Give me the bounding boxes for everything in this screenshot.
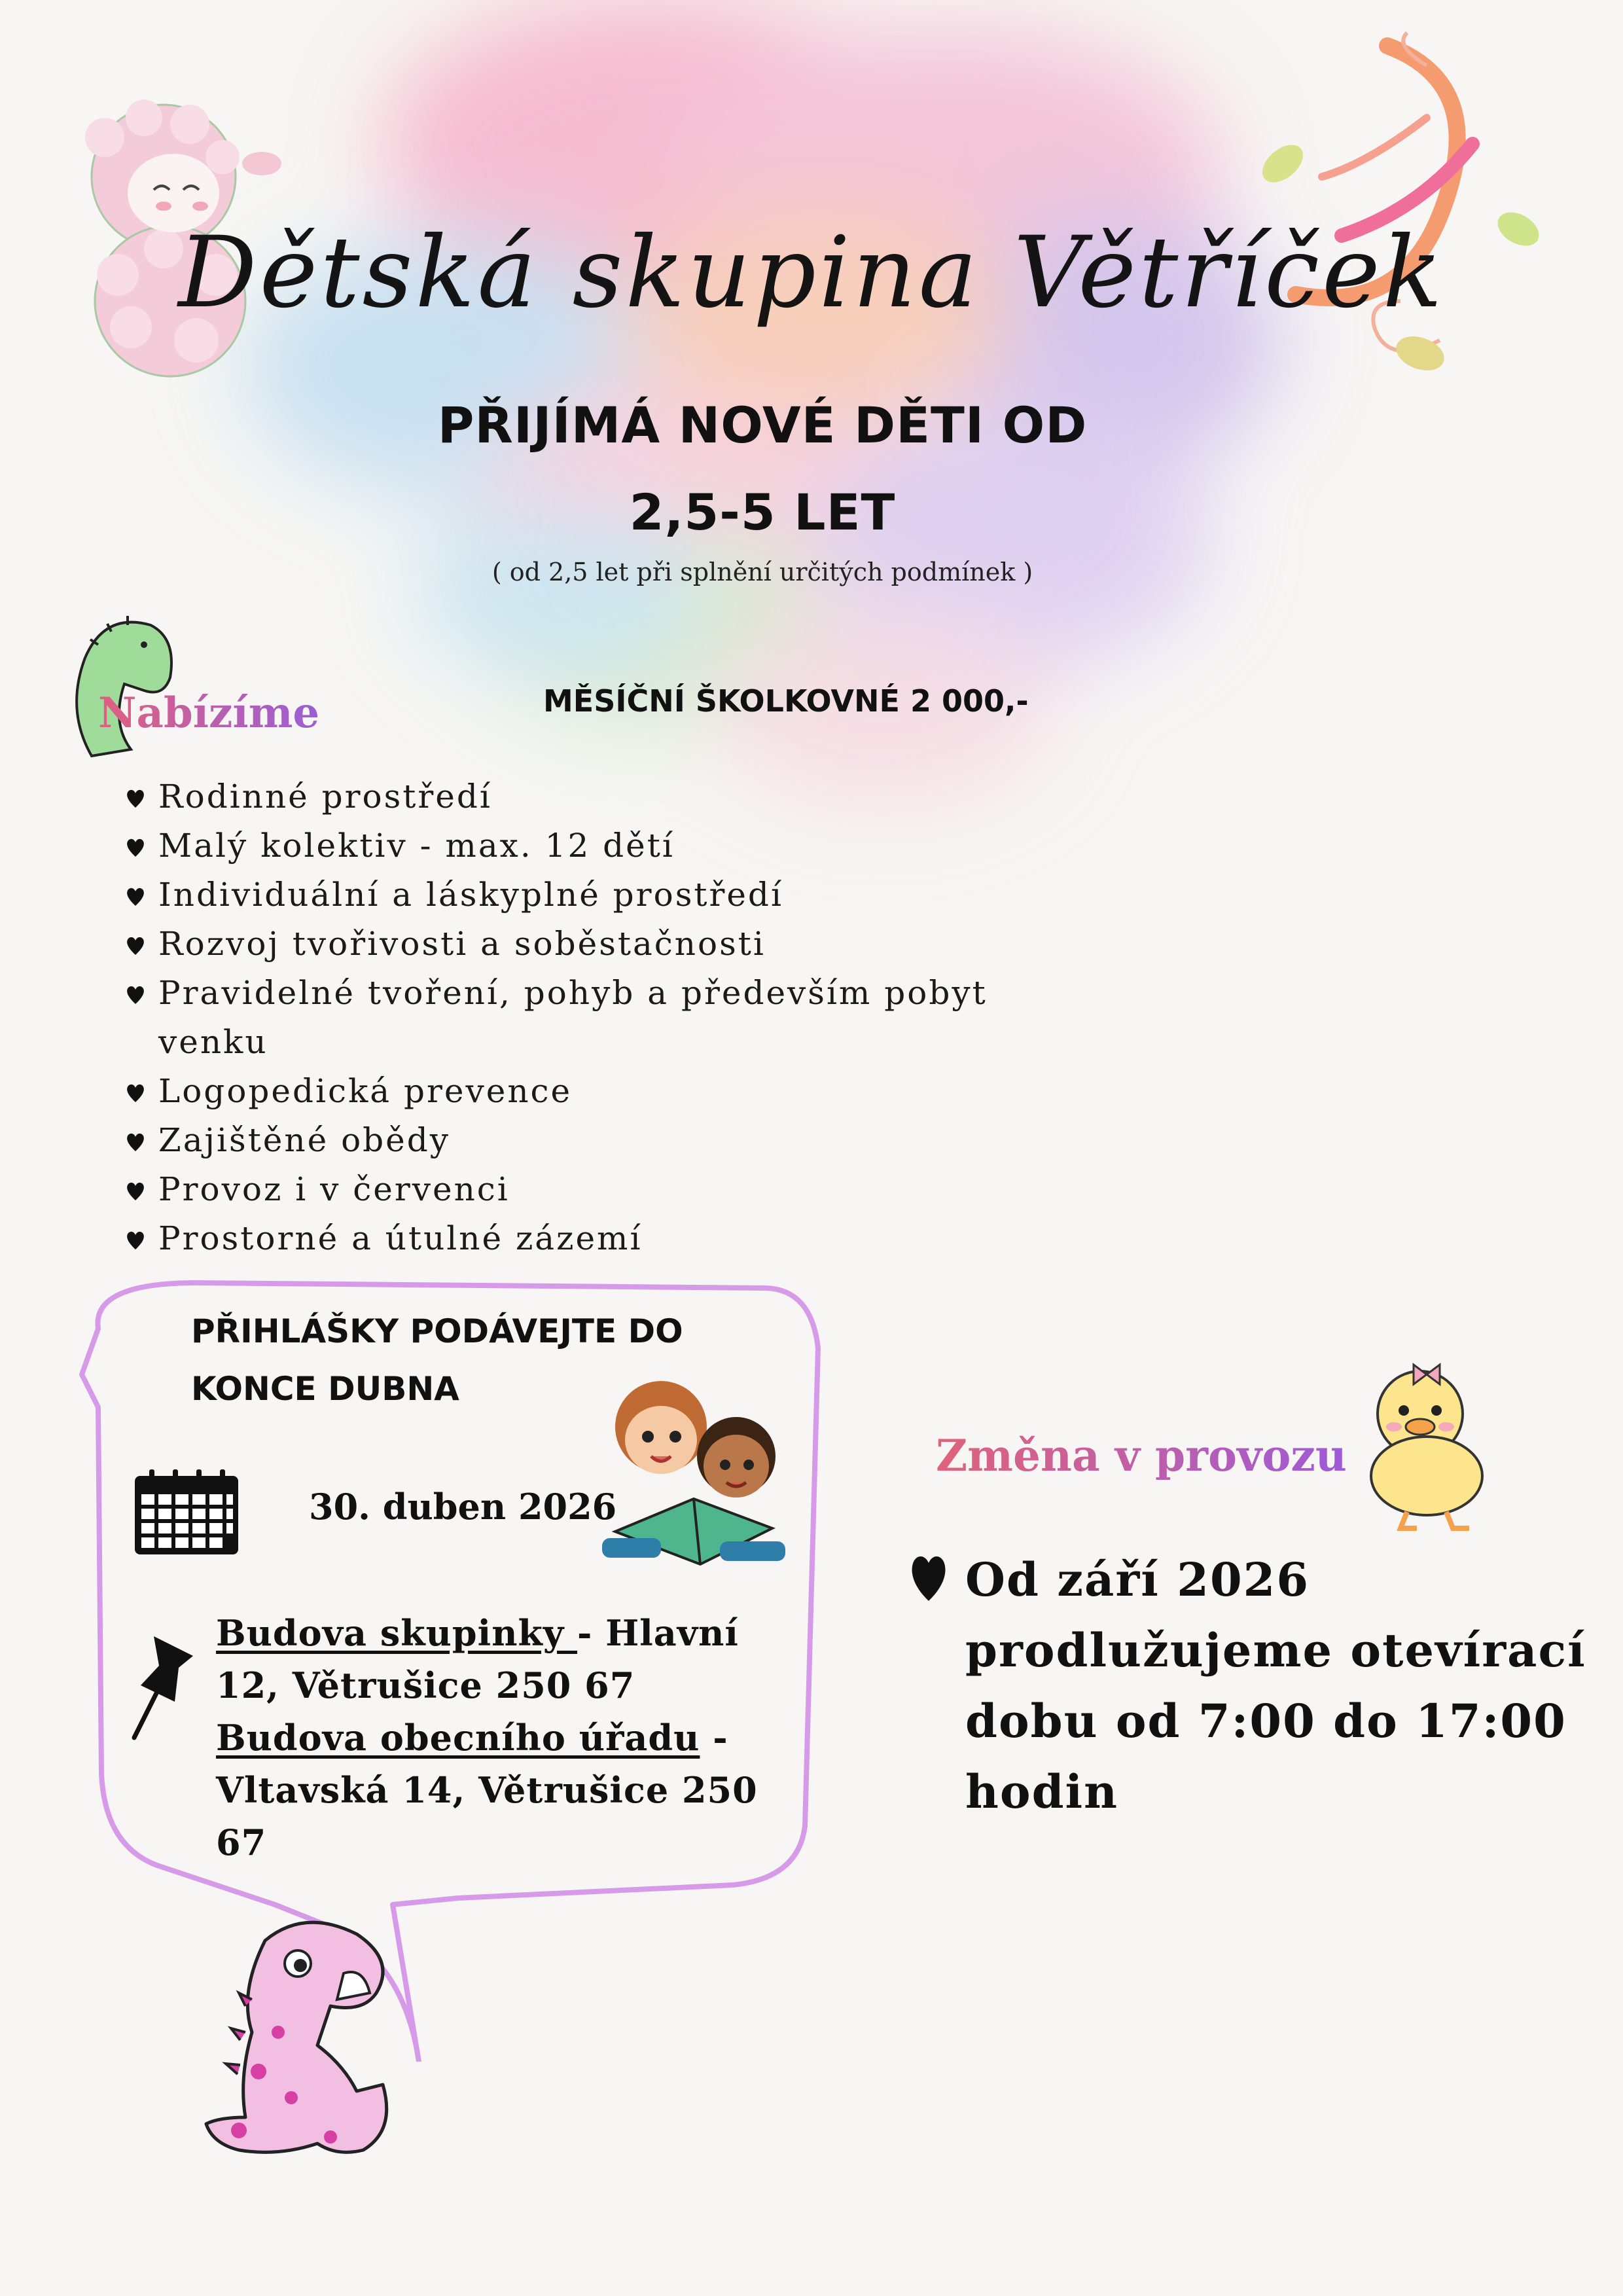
subtitle-line-1: PŘIJÍMÁ NOVÉ DĚTI OD [437, 396, 1088, 454]
dinosaur-pink-illustration [193, 1901, 429, 2176]
benefits-list [124, 772, 1041, 1263]
list-item: Pravidelné tvoření, pohyb a především pobyt venku [124, 969, 1041, 1067]
kids-reading-illustration [589, 1368, 798, 1577]
subtitle-line-2: 2,5-5 LET [629, 483, 896, 541]
address-1-text: - Hlavní 12, Větrušice 250 67 [216, 1612, 739, 1706]
list-item: Malý kolektiv - max. 12 dětí [124, 821, 1041, 870]
change-text: Od září 2026 prodlužujeme otevírací dobu od 7:00 do 17:00 hodin [965, 1552, 1586, 1819]
monthly-fee: MĚSÍČNÍ ŠKOLKOVNÉ 2 000,- [543, 683, 1029, 719]
address-2-label: Budova obecního úřadu [216, 1717, 700, 1759]
duck-illustration [1355, 1361, 1492, 1532]
heart-bullet-icon [124, 1081, 147, 1103]
list-item: Individuální a láskyplné prostředí [124, 870, 1041, 920]
list-item: Rodinné prostředí [124, 772, 1041, 821]
heart-bullet-icon [124, 1179, 147, 1202]
age-note: ( od 2,5 let při splnění určitých podmínek ) [491, 558, 1033, 586]
offer-heading: Nabízíme [98, 689, 320, 738]
registration-date: 30. duben 2026 [309, 1486, 617, 1528]
heart-bullet-icon [124, 836, 147, 858]
list-item: Zajištěné obědy [124, 1116, 1041, 1165]
heart-bullet-icon [908, 1551, 949, 1602]
list-item: Provoz i v červenci [124, 1165, 1041, 1214]
list-item: Logopedická prevence [124, 1067, 1041, 1116]
registration-title: PŘIHLÁŠKY PODÁVEJTE DO KONCE DUBNA [191, 1312, 683, 1408]
address-1-label: Budova skupinky [216, 1612, 578, 1654]
change-heading: Změna v provozu [936, 1430, 1347, 1481]
page-title: Dětská skupina Větříček [178, 216, 1445, 330]
address-2-text: - Vltavská 14, Větrušice 250 67 [216, 1717, 758, 1863]
heart-bullet-icon [124, 1130, 147, 1153]
dinosaur-green-illustration [65, 605, 183, 762]
heart-bullet-icon [124, 1229, 147, 1251]
addresses [216, 1607, 805, 1869]
heart-bullet-icon [124, 934, 147, 956]
calendar-icon [131, 1469, 242, 1558]
list-item: Rozvoj tvořivosti a soběstačnosti [124, 920, 1041, 969]
list-item: Prostorné a útulné zázemí [124, 1214, 1041, 1263]
heart-bullet-icon [124, 787, 147, 809]
heart-bullet-icon [124, 885, 147, 907]
pushpin-icon [128, 1630, 200, 1741]
heart-bullet-icon [124, 983, 147, 1005]
